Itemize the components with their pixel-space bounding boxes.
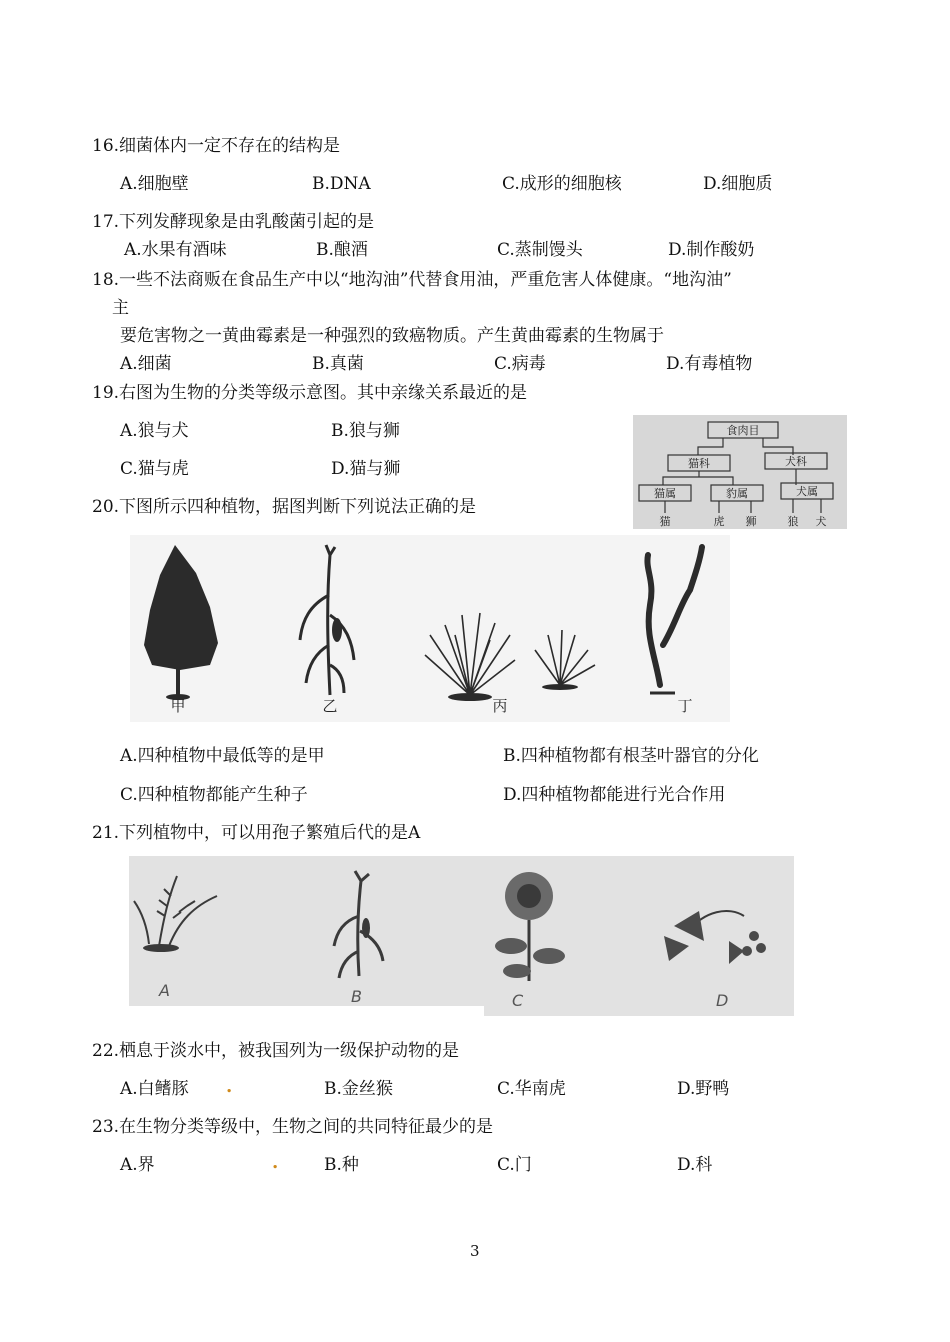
- plant-label-yi: 乙: [322, 697, 338, 715]
- plant-ding-seaweed: [647, 547, 702, 685]
- q17-option-a: A.水果有酒味: [124, 240, 227, 260]
- plant-a-fern: [134, 876, 217, 946]
- q19-option-a: A.狼与犬: [120, 421, 189, 441]
- q18-option-b: B.真菌: [312, 354, 364, 374]
- spore-label-a: A: [159, 981, 170, 1000]
- animal-wolf: 狼: [787, 515, 799, 528]
- q20-option-b: B.四种植物都有根茎叶器官的分化: [503, 746, 759, 766]
- q23-option-c: C.门: [497, 1155, 532, 1175]
- q18-option-d: D.有毒植物: [666, 354, 753, 374]
- q16-option-a: A.细胞壁: [120, 174, 189, 194]
- animal-dog: 犬: [815, 515, 827, 528]
- animal-lion: 狮: [745, 515, 757, 528]
- q17-option-d: D.制作酸奶: [668, 240, 755, 260]
- order-label: 食肉目: [726, 424, 760, 437]
- q18-option-a: A.细菌: [120, 354, 172, 374]
- q17-stem: 17.下列发酵现象是由乳酸菌引起的是: [92, 212, 375, 232]
- family-label-dog: 犬科: [785, 455, 807, 468]
- q19-option-d: D.猫与狮: [331, 459, 401, 479]
- plant-b-corn: [334, 871, 383, 978]
- q23-stem: 23.在生物分类等级中，生物之间的共同特征最少的是: [92, 1117, 494, 1137]
- q18-stem: 18.一些不法商贩在食品生产中以“地沟油”代替食用油，严重危害人体健康。“地沟油”: [92, 270, 732, 290]
- spore-plants-figure: [129, 856, 794, 1016]
- q19-option-b: B.狼与狮: [331, 421, 400, 441]
- spore-label-c: C: [512, 991, 524, 1010]
- mark-dot-1: .: [226, 1076, 233, 1097]
- q20-option-c: C.四种植物都能产生种子: [120, 785, 308, 805]
- q16-option-d: D.细胞质: [703, 174, 773, 194]
- q18-stem-line3: 要危害物之一黄曲霉素是一种强烈的致癌物质。产生黄曲霉素的生物属于: [120, 326, 664, 346]
- animal-cat: 猫: [659, 515, 671, 528]
- plant-d-ginkgo: [664, 911, 766, 964]
- genus-label-panther: 豹属: [726, 487, 748, 500]
- q17-option-c: C.蒸制馒头: [497, 240, 583, 260]
- plant-label-ding: 丁: [677, 697, 693, 715]
- page-number: 3: [470, 1242, 480, 1260]
- animal-tiger: 虎: [713, 515, 725, 528]
- genus-label-dog: 犬属: [796, 485, 818, 498]
- family-label-cat: 猫科: [688, 457, 710, 470]
- q19-stem: 19.右图为生物的分类等级示意图。其中亲缘关系最近的是: [92, 383, 528, 403]
- q22-option-c: C.华南虎: [497, 1079, 566, 1099]
- q22-option-d: D.野鸭: [677, 1079, 730, 1099]
- plant-c-sunflower: [495, 872, 565, 981]
- q18-stem-line2: 主: [112, 298, 129, 318]
- plant-label-jia: 甲: [170, 697, 186, 715]
- q21-stem: 21.下列植物中，可以用孢子繁殖后代的是A: [92, 823, 421, 843]
- spore-label-d: D: [716, 991, 729, 1010]
- plant-jia-tree: [144, 545, 218, 700]
- q20-option-d: D.四种植物都能进行光合作用: [503, 785, 726, 805]
- plant-yi-corn: [300, 545, 354, 695]
- q22-stem: 22.栖息于淡水中，被我国列为一级保护动物的是: [92, 1041, 460, 1061]
- q16-stem: 16.细菌体内一定不存在的结构是: [92, 136, 341, 156]
- q22-option-a: A.白鳍豚: [120, 1079, 189, 1099]
- q19-option-c: C.猫与虎: [120, 459, 189, 479]
- q18-option-c: C.病毒: [494, 354, 546, 374]
- q20-option-a: A.四种植物中最低等的是甲: [120, 746, 325, 766]
- q23-option-b: B.种: [324, 1155, 359, 1175]
- q16-option-c: C.成形的细胞核: [502, 174, 622, 194]
- q20-stem: 20.下图所示四种植物，据图判断下列说法正确的是: [92, 497, 477, 517]
- genus-label-cat: 猫属: [654, 487, 676, 500]
- q23-option-a: A.界: [120, 1155, 155, 1175]
- spore-label-b: B: [351, 987, 362, 1006]
- four-plants-figure: [130, 535, 730, 722]
- plant-bing-moss: [425, 613, 595, 695]
- q17-option-b: B.酿酒: [316, 240, 368, 260]
- q22-option-b: B.金丝猴: [324, 1079, 393, 1099]
- q16-option-b: B.DNA: [312, 174, 371, 194]
- q23-option-d: D.科: [677, 1155, 713, 1175]
- plant-label-bing: 丙: [492, 697, 508, 715]
- mark-dot-2: .: [272, 1152, 279, 1173]
- classification-diagram: [633, 415, 847, 529]
